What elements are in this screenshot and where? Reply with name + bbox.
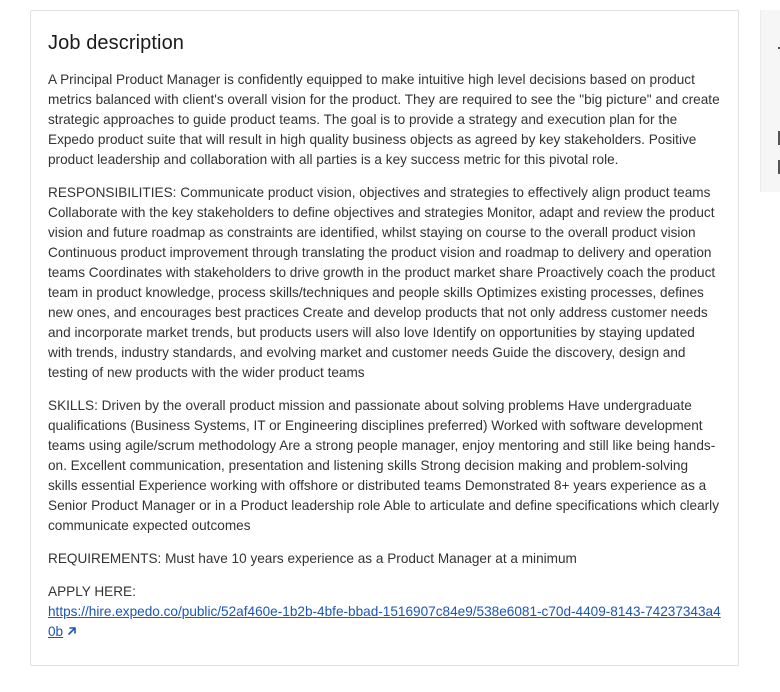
apply-link-text: https://hire.expedo.co/public/52af460e-1b2b-4bfe-bbad-1516907c84e9/538e6081-c70d-4409-8143-74237343a40b [48,604,721,639]
apply-label: APPLY HERE: [48,584,136,599]
job-intro-paragraph: A Principal Product Manager is confidently equipped to make intuitive high level decisions based on product metrics balanced with client's overall vision for the product. They are required to see the "big picture" and create strategic approaches to guide product teams. The goal is to provide a strategy and execution plan for the Expedo product suite that will result in high quality business objects as agreed by key stakeholders. Positive product leadership and collaboration with all parties is a key success metric for this pivotal role. [48,72,720,167]
apply-section [48,582,721,642]
job-description-card [30,10,739,666]
apply-link[interactable] [48,604,721,639]
external-link-icon [66,625,78,637]
responsibilities-paragraph: RESPONSIBILITIES: Communicate product vision, objectives and strategies to effectively align product teams Collaborate with the key stakeholders to define objectives and strategies Monitor, adapt and review the product vision and future roadmap as constraints are identified, whilst staying on course to the overall product vision Continuous product improvement through translating the product vision and roadmap to delivery and operation teams Coordinates with stakeholders to drive growth in the product market share Proactively coach the product team in product knowledge, process skills/techniques and people skills Optimizes existing processes, defines new ones, and encourages best practices Create and develop products that not only address customer needs and incorporate market trends, but products users will also love Identify on opportunities by staying updated with trends, industry standards, and evolving market and customer needs Guide the discovery, design and testing of new products with the wider product teams [48,185,716,380]
skills-paragraph: SKILLS: Driven by the overall product mission and passionate about solving problems Have undergraduate qualifications (Business Systems, IT or Engineering disciplines preferred) Worked with software development teams using agile/scrum methodology Are a strong people manager, enjoy mentoring and still like being hands-on. Excellent communication, presentation and listening skills Strong decision making and problem-solving skills essential Experience working with offshore or distributed teams Demonstrated 8+ years experience as a Senior Product Manager or in a Product leadership role Able to articulate and define specifications which clearly communicate expected outcomes [48,398,719,533]
job-description-heading: Job description [48,32,185,54]
side-panel [760,10,780,192]
requirements-paragraph: REQUIREMENTS: Must have 10 years experience as a Product Manager at a minimum [48,551,577,566]
